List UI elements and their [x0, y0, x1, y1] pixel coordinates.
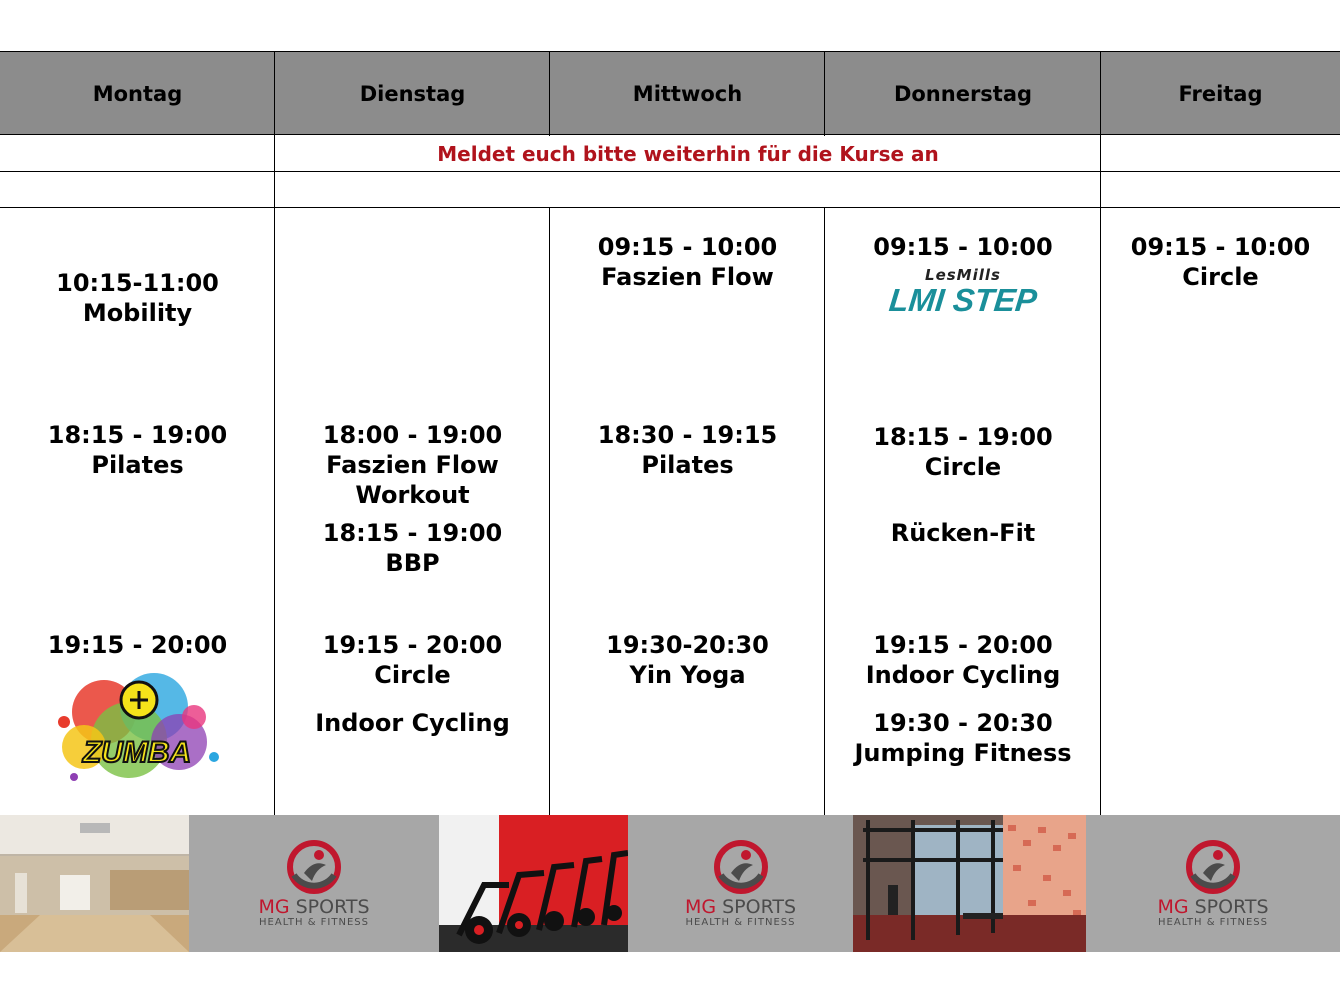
class-slot: [825, 422, 1101, 482]
spin-bikes-photo: [439, 815, 628, 952]
class-slot: [275, 518, 550, 578]
class-slot: [275, 630, 550, 690]
class-time: 18:30 - 19:15: [597, 421, 778, 449]
class-slot: [275, 708, 550, 738]
class-time: 18:15 - 19:00: [47, 421, 228, 449]
brand-tagline: HEALTH & FITNESS: [259, 916, 369, 928]
brand-tagline: HEALTH & FITNESS: [1158, 916, 1268, 928]
class-slot: [0, 420, 275, 480]
class-slot: [825, 630, 1101, 690]
zumba-logo: [44, 662, 230, 792]
mg-sports-emblem-icon: [711, 839, 771, 895]
class-name: Faszien Flow: [326, 451, 499, 479]
column-divider: [549, 51, 550, 136]
class-name: Yin Yoga: [629, 661, 746, 689]
day-header-mittwoch: Mittwoch: [632, 82, 743, 106]
brand-tagline: HEALTH & FITNESS: [685, 916, 796, 928]
class-time: 18:15 - 19:00: [322, 519, 503, 547]
class-name: Workout: [355, 481, 470, 509]
class-slot: [275, 420, 550, 510]
class-time: 18:15 - 19:00: [873, 423, 1053, 451]
training-room-photo: [853, 815, 1086, 952]
class-time: 19:30 - 20:30: [873, 709, 1053, 737]
mg-sports-logo: [1086, 815, 1340, 952]
class-time: 19:15 - 20:00: [47, 631, 228, 659]
class-name: Circle: [924, 453, 1002, 481]
class-name: Rücken-Fit: [890, 519, 1036, 547]
day-header-montag: Montag: [92, 82, 183, 106]
brand-name-mg: MG: [684, 895, 717, 918]
day-header-donnerstag: Donnerstag: [893, 82, 1033, 106]
class-time: 19:30-20:30: [606, 631, 769, 659]
class-slot: [550, 630, 825, 690]
class-time: 10:15-11:00: [56, 269, 219, 297]
class-time: 09:15 - 10:00: [873, 233, 1053, 261]
mg-sports-logo: [628, 815, 853, 952]
class-slot: [825, 518, 1101, 548]
class-name: Faszien Flow: [601, 263, 774, 291]
class-slot: [825, 708, 1101, 768]
mg-sports-emblem-icon: [284, 839, 344, 895]
class-time: 18:00 - 19:00: [322, 421, 503, 449]
class-name: Jumping Fitness: [854, 739, 1072, 767]
class-slot: [1101, 232, 1340, 292]
brand-name-mg: MG: [258, 895, 290, 918]
class-name: Circle: [1182, 263, 1259, 291]
brand-name-sports: SPORTS: [289, 895, 370, 918]
class-name: BBP: [385, 549, 440, 577]
class-name: Indoor Cycling: [315, 709, 510, 737]
brand-name-sports: SPORTS: [716, 895, 797, 918]
class-name: Indoor Cycling: [865, 661, 1061, 689]
class-time: 19:15 - 20:00: [873, 631, 1053, 659]
class-slot: [825, 232, 1101, 262]
mg-sports-emblem-icon: [1183, 839, 1243, 895]
zumba-logo-text: ZUMBA: [82, 736, 192, 769]
studio-room-photo: [0, 815, 189, 952]
day-header-row: [0, 51, 1340, 135]
registration-notice: Meldet euch bitte weiterhin für die Kurse an: [437, 141, 939, 166]
day-header-dienstag: Dienstag: [359, 82, 466, 106]
class-slot: [0, 268, 275, 328]
class-time: 19:15 - 20:00: [322, 631, 503, 659]
day-header-freitag: Freitag: [1178, 82, 1263, 106]
class-name: Circle: [374, 661, 451, 689]
row-divider: [0, 207, 1340, 208]
footer-banner: [0, 815, 1340, 952]
column-divider: [824, 51, 825, 136]
step-logo-text: LMI STEP: [887, 282, 1039, 318]
class-name: Mobility: [82, 299, 193, 327]
lesmills-step-logo: [825, 266, 1101, 316]
class-slot: [0, 630, 275, 660]
class-slot: [550, 232, 825, 292]
class-name: Pilates: [641, 451, 734, 479]
lesmills-logo-text: LesMills: [925, 266, 1001, 284]
mg-sports-logo: [189, 815, 439, 952]
brand-name-sports: SPORTS: [1188, 895, 1269, 918]
brand-name-mg: MG: [1157, 895, 1189, 918]
class-name: Pilates: [91, 451, 184, 479]
row-divider: [0, 171, 1340, 172]
class-slot: [550, 420, 825, 480]
class-time: 09:15 - 10:00: [597, 233, 778, 261]
class-time: 09:15 - 10:00: [1130, 233, 1311, 261]
